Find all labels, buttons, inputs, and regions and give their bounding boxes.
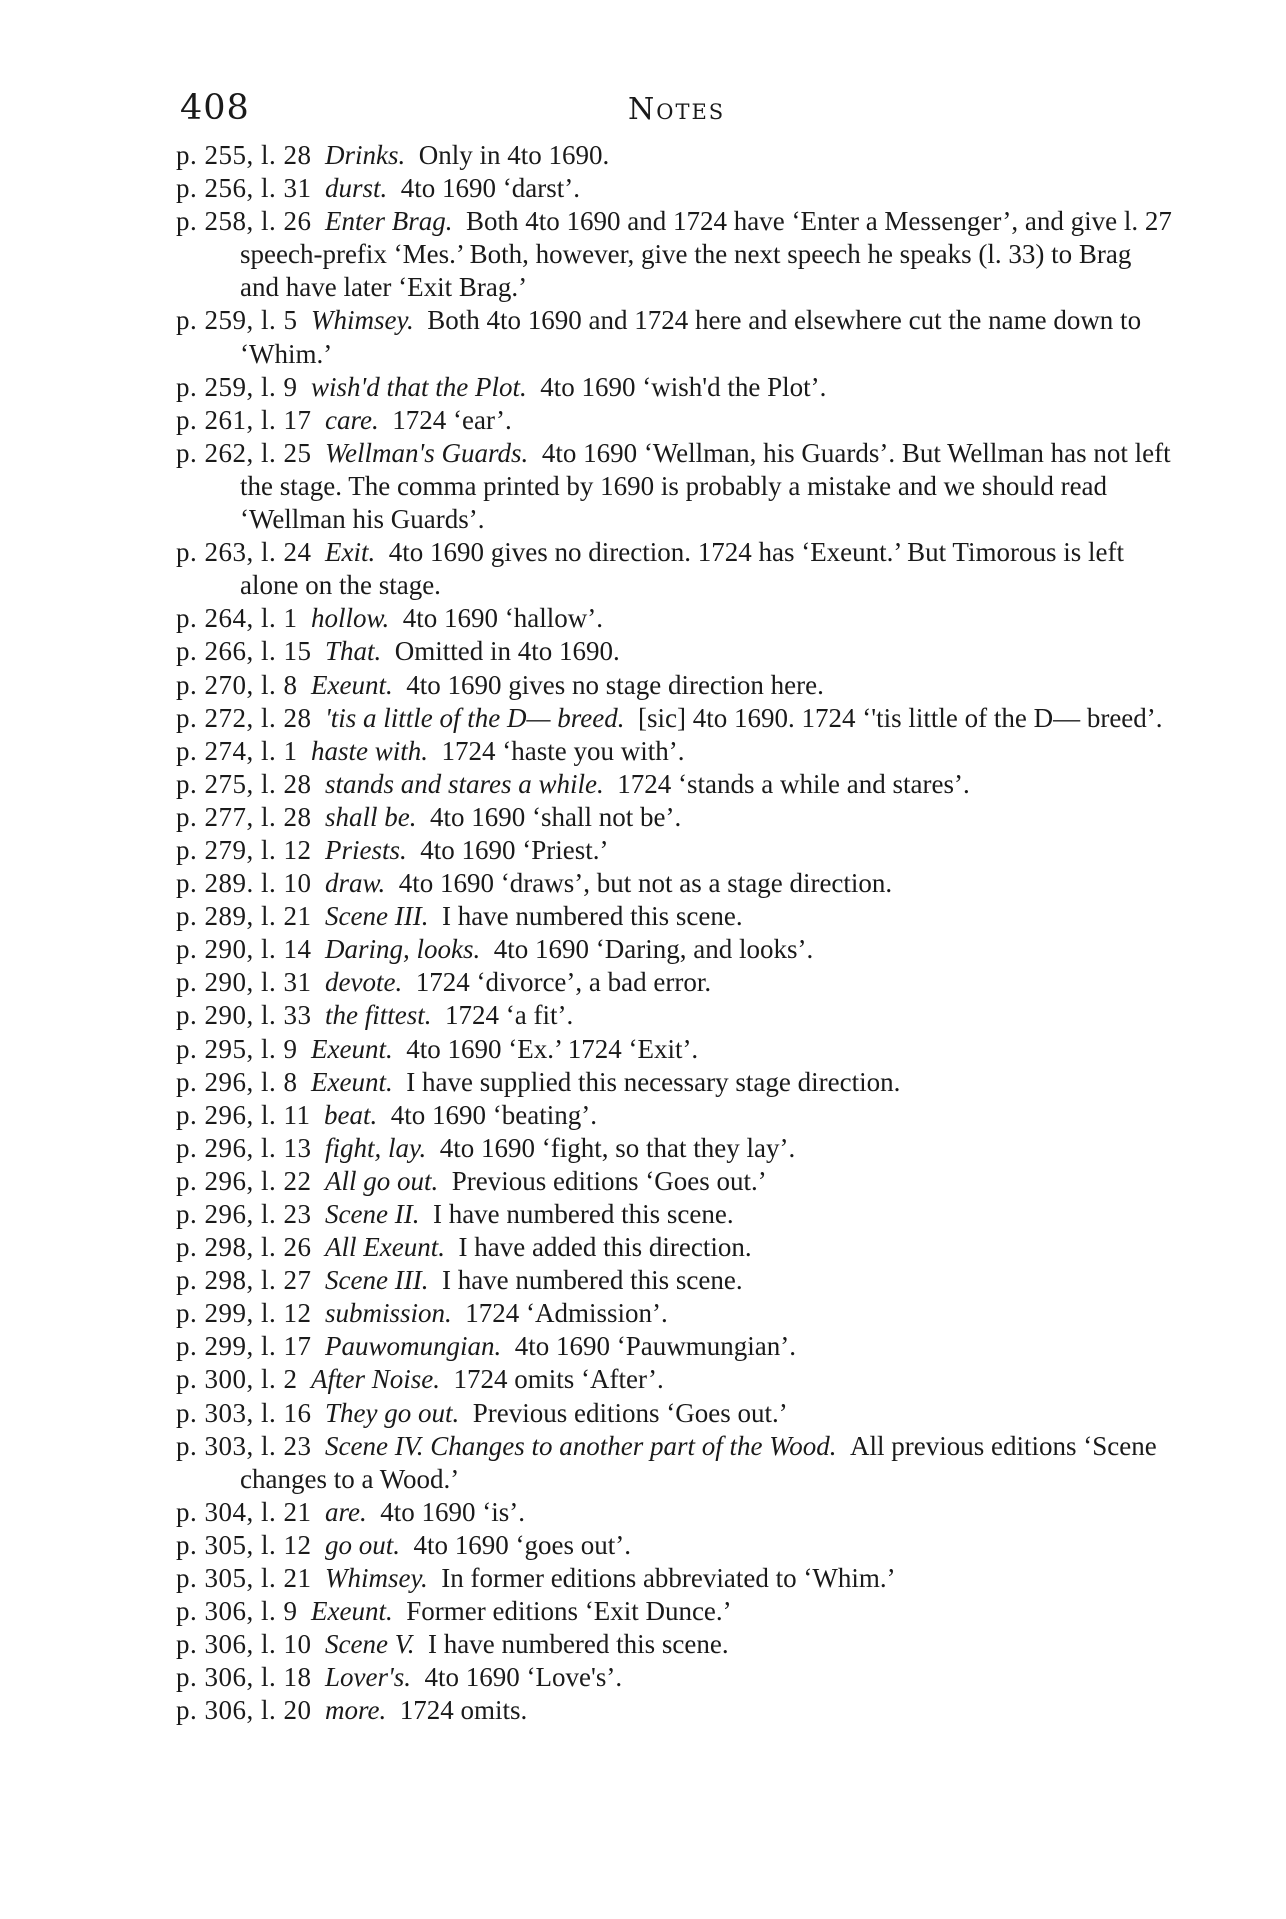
note-text: All previous editions ‘Scene changes to a Wood.’ xyxy=(240,1430,1157,1494)
note-lemma: Enter Brag. xyxy=(325,206,453,237)
note-reference: p. 296, l. 13 xyxy=(176,1132,312,1163)
note-reference: p. 259, l. 5 xyxy=(176,305,298,336)
note-text: 4to 1690 ‘Ex.’ 1724 ‘Exit’. xyxy=(406,1033,699,1064)
note-entry xyxy=(176,371,1176,404)
note-reference: p. 306, l. 20 xyxy=(176,1695,312,1726)
note-reference: p. 303, l. 23 xyxy=(176,1430,312,1461)
note-lemma: devote. xyxy=(325,967,403,998)
note-lemma: Scene III. xyxy=(325,901,429,932)
note-reference: p. 290, l. 31 xyxy=(176,967,312,998)
page-header xyxy=(180,88,1180,138)
note-text: 4to 1690 ‘Pauwmungian’. xyxy=(514,1331,797,1362)
note-lemma: submission. xyxy=(325,1298,452,1329)
note-reference: p. 255, l. 28 xyxy=(176,140,312,170)
note-entry xyxy=(176,801,1176,834)
note-text: 1724 ‘Admission’. xyxy=(465,1298,668,1329)
note-lemma: stands and stares a while. xyxy=(325,768,604,799)
note-reference: p. 272, l. 28 xyxy=(176,702,312,733)
note-lemma: hollow. xyxy=(311,603,390,634)
note-entry xyxy=(176,1132,1176,1165)
note-text: I have numbered this scene. xyxy=(441,901,743,932)
note-entry xyxy=(176,1231,1176,1264)
note-lemma: Priests. xyxy=(325,834,407,865)
note-reference: p. 296, l. 22 xyxy=(176,1165,312,1196)
page-number: 408 xyxy=(180,88,250,128)
note-entry xyxy=(176,1628,1176,1661)
note-entry xyxy=(176,702,1176,735)
note-text: Former editions ‘Exit Dunce.’ xyxy=(406,1596,732,1627)
note-text: Previous editions ‘Goes out.’ xyxy=(451,1165,767,1196)
note-reference: p. 266, l. 15 xyxy=(176,636,312,667)
note-entry xyxy=(176,139,1176,172)
note-entry xyxy=(176,635,1176,668)
note-lemma: fight, lay. xyxy=(325,1132,427,1163)
note-text: 4to 1690 ‘goes out’. xyxy=(413,1529,632,1560)
note-entry xyxy=(176,999,1176,1032)
note-text: I have added this direction. xyxy=(458,1232,752,1263)
note-entry xyxy=(176,669,1176,702)
note-reference: p. 270, l. 8 xyxy=(176,669,298,700)
note-reference: p. 264, l. 1 xyxy=(176,603,298,634)
note-lemma: Scene II. xyxy=(325,1199,420,1229)
note-lemma: haste with. xyxy=(311,735,429,766)
note-entry xyxy=(176,1496,1176,1529)
note-lemma: go out. xyxy=(325,1529,401,1560)
note-entry xyxy=(176,1099,1176,1132)
note-reference: p. 275, l. 28 xyxy=(176,768,312,799)
note-entry xyxy=(176,1297,1176,1330)
note-text: 4to 1690 gives no stage direction here. xyxy=(406,669,824,700)
note-reference: p. 274, l. 1 xyxy=(176,735,298,766)
note-lemma: Exeunt. xyxy=(311,1596,393,1627)
note-reference: p. 279, l. 12 xyxy=(176,834,312,865)
note-entry xyxy=(176,1430,1176,1496)
note-lemma: After Noise. xyxy=(311,1364,441,1395)
note-entry xyxy=(176,1165,1176,1198)
note-entry xyxy=(176,1397,1176,1430)
note-entry xyxy=(176,1562,1176,1595)
note-entry xyxy=(176,205,1176,304)
note-lemma: draw. xyxy=(325,868,386,899)
note-text: Only in 4to 1690. xyxy=(418,140,610,170)
note-lemma: Daring, looks. xyxy=(325,934,481,965)
note-entry xyxy=(176,1264,1176,1297)
note-entry xyxy=(176,1198,1176,1231)
note-text: 4to 1690 ‘Daring, and looks’. xyxy=(493,934,814,965)
note-reference: p. 277, l. 28 xyxy=(176,801,312,832)
note-reference: p. 262, l. 25 xyxy=(176,437,312,468)
note-lemma: shall be. xyxy=(325,801,417,832)
note-lemma: Drinks. xyxy=(325,140,406,170)
note-entry xyxy=(176,1661,1176,1694)
note-entry xyxy=(176,404,1176,437)
note-lemma: Lover's. xyxy=(325,1662,412,1693)
note-reference: p. 305, l. 21 xyxy=(176,1563,312,1594)
note-lemma: Scene V. xyxy=(325,1629,415,1660)
note-reference: p. 259, l. 9 xyxy=(176,371,298,402)
note-text: 4to 1690 ‘hallow’. xyxy=(402,603,604,634)
note-lemma: are. xyxy=(325,1496,367,1527)
note-lemma: Scene III. xyxy=(325,1265,429,1296)
note-text: I have numbered this scene. xyxy=(441,1265,743,1296)
note-lemma: care. xyxy=(325,404,379,435)
note-text: Previous editions ‘Goes out.’ xyxy=(472,1397,788,1428)
note-lemma: All go out. xyxy=(325,1165,439,1196)
note-entry xyxy=(176,834,1176,867)
note-reference: p. 296, l. 8 xyxy=(176,1066,298,1097)
note-lemma: Whimsey. xyxy=(311,305,414,336)
note-text: 4to 1690 ‘wish'd the Plot’. xyxy=(540,371,827,402)
note-entry xyxy=(176,1694,1176,1727)
note-text: 4to 1690 ‘Wellman, his Guards’. But Wellman has not left the stage. The comma printed by 1690 is probably a mistake and we should read ‘Wellman his Guards’. xyxy=(240,437,1171,535)
note-lemma: Pauwomungian. xyxy=(325,1331,502,1362)
note-entry xyxy=(176,1595,1176,1628)
note-text: [sic] 4to 1690. 1724 ‘'tis little of the D— breed’. xyxy=(638,702,1163,733)
note-reference: p. 295, l. 9 xyxy=(176,1033,298,1064)
note-text: 4to 1690 ‘beating’. xyxy=(390,1099,597,1130)
note-text: I have supplied this necessary stage direction. xyxy=(406,1066,901,1097)
note-text: 1724 ‘haste you with’. xyxy=(441,735,685,766)
note-reference: p. 304, l. 21 xyxy=(176,1496,312,1527)
note-text: Both 4to 1690 and 1724 here and elsewhere cut the name down to ‘Whim.’ xyxy=(240,305,1142,369)
note-entry xyxy=(176,933,1176,966)
note-text: Omitted in 4to 1690. xyxy=(394,636,620,667)
note-entry xyxy=(176,1529,1176,1562)
note-reference: p. 299, l. 12 xyxy=(176,1298,312,1329)
note-reference: p. 256, l. 31 xyxy=(176,173,312,204)
note-lemma: Whimsey. xyxy=(325,1563,428,1594)
note-text: 4to 1690 ‘draws’, but not as a stage direction. xyxy=(398,868,893,899)
note-reference: p. 289, l. 21 xyxy=(176,901,312,932)
note-lemma: Exeunt. xyxy=(311,1033,393,1064)
note-text: 1724 ‘stands a while and stares’. xyxy=(617,768,970,799)
note-text: 4to 1690 ‘Love's’. xyxy=(424,1662,623,1693)
note-lemma: Wellman's Guards. xyxy=(325,437,529,468)
note-reference: p. 305, l. 12 xyxy=(176,1529,312,1560)
note-reference: p. 299, l. 17 xyxy=(176,1331,312,1362)
note-lemma: durst. xyxy=(325,173,388,204)
note-lemma: wish'd that the Plot. xyxy=(311,371,527,402)
note-text: 4to 1690 ‘shall not be’. xyxy=(430,801,682,832)
note-entry xyxy=(176,966,1176,999)
note-reference: p. 296, l. 11 xyxy=(176,1099,311,1130)
note-reference: p. 300, l. 2 xyxy=(176,1364,298,1395)
note-lemma: Exit. xyxy=(325,537,376,568)
note-lemma: Exeunt. xyxy=(311,1066,393,1097)
note-text: 4to 1690 gives no direction. 1724 has ‘Exeunt.’ But Timorous is left alone on the stage. xyxy=(240,537,1124,601)
note-text: 4to 1690 ‘darst’. xyxy=(400,173,581,204)
note-entry xyxy=(176,1033,1176,1066)
note-lemma: They go out. xyxy=(325,1397,460,1428)
note-reference: p. 290, l. 14 xyxy=(176,934,312,965)
note-text: 4to 1690 ‘is’. xyxy=(380,1496,526,1527)
note-entry xyxy=(176,900,1176,933)
note-lemma: beat. xyxy=(324,1099,378,1130)
note-reference: p. 303, l. 16 xyxy=(176,1397,312,1428)
note-reference: p. 289. l. 10 xyxy=(176,868,312,899)
note-reference: p. 263, l. 24 xyxy=(176,537,312,568)
note-reference: p. 261, l. 17 xyxy=(176,404,312,435)
note-reference: p. 306, l. 10 xyxy=(176,1629,312,1660)
note-lemma: 'tis a little of the D— breed. xyxy=(325,702,625,733)
note-reference: p. 258, l. 26 xyxy=(176,206,312,237)
note-entry xyxy=(176,536,1176,602)
note-entry xyxy=(176,768,1176,801)
note-lemma: That. xyxy=(325,636,382,667)
note-text: I have numbered this scene. xyxy=(432,1199,734,1229)
note-entry xyxy=(176,437,1176,536)
note-reference: p. 290, l. 33 xyxy=(176,1000,312,1031)
note-entry xyxy=(176,867,1176,900)
note-text: In former editions abbreviated to ‘Whim.’ xyxy=(441,1563,896,1594)
note-lemma: more. xyxy=(325,1695,387,1726)
note-reference: p. 296, l. 23 xyxy=(176,1199,312,1229)
note-reference: p. 298, l. 27 xyxy=(176,1265,312,1296)
note-entry xyxy=(176,304,1176,370)
note-text: 1724 omits ‘After’. xyxy=(453,1364,664,1395)
note-text: 1724 omits. xyxy=(399,1695,528,1726)
note-entry xyxy=(176,735,1176,768)
note-entry xyxy=(176,602,1176,635)
note-lemma: Scene IV. Changes to another part of the Wood. xyxy=(325,1430,837,1461)
note-reference: p. 306, l. 9 xyxy=(176,1596,298,1627)
note-reference: p. 298, l. 26 xyxy=(176,1232,312,1263)
note-lemma: Exeunt. xyxy=(311,669,393,700)
note-text: 4to 1690 ‘Priest.’ xyxy=(420,834,609,865)
note-text: 1724 ‘ear’. xyxy=(392,404,512,435)
note-text: Both 4to 1690 and 1724 have ‘Enter a Messenger’, and give l. 27 speech-prefix ‘Mes.’ Both, however, give the next speech he speaks (l. 33) to Brag and have later ‘Exit Brag.’ xyxy=(240,206,1172,303)
note-lemma: the fittest. xyxy=(325,1000,432,1031)
note-text: 1724 ‘a fit’. xyxy=(445,1000,574,1031)
note-entry xyxy=(176,1363,1176,1396)
note-text: 4to 1690 ‘fight, so that they lay’. xyxy=(439,1132,796,1163)
notes-list xyxy=(176,139,1176,1728)
note-entry xyxy=(176,172,1176,205)
note-lemma: All Exeunt. xyxy=(325,1232,445,1263)
note-entry xyxy=(176,1330,1176,1363)
note-text: I have numbered this scene. xyxy=(427,1629,729,1660)
note-text: 1724 ‘divorce’, a bad error. xyxy=(415,967,712,998)
running-title: Notes xyxy=(628,92,726,127)
note-entry xyxy=(176,1066,1176,1099)
note-reference: p. 306, l. 18 xyxy=(176,1662,312,1693)
